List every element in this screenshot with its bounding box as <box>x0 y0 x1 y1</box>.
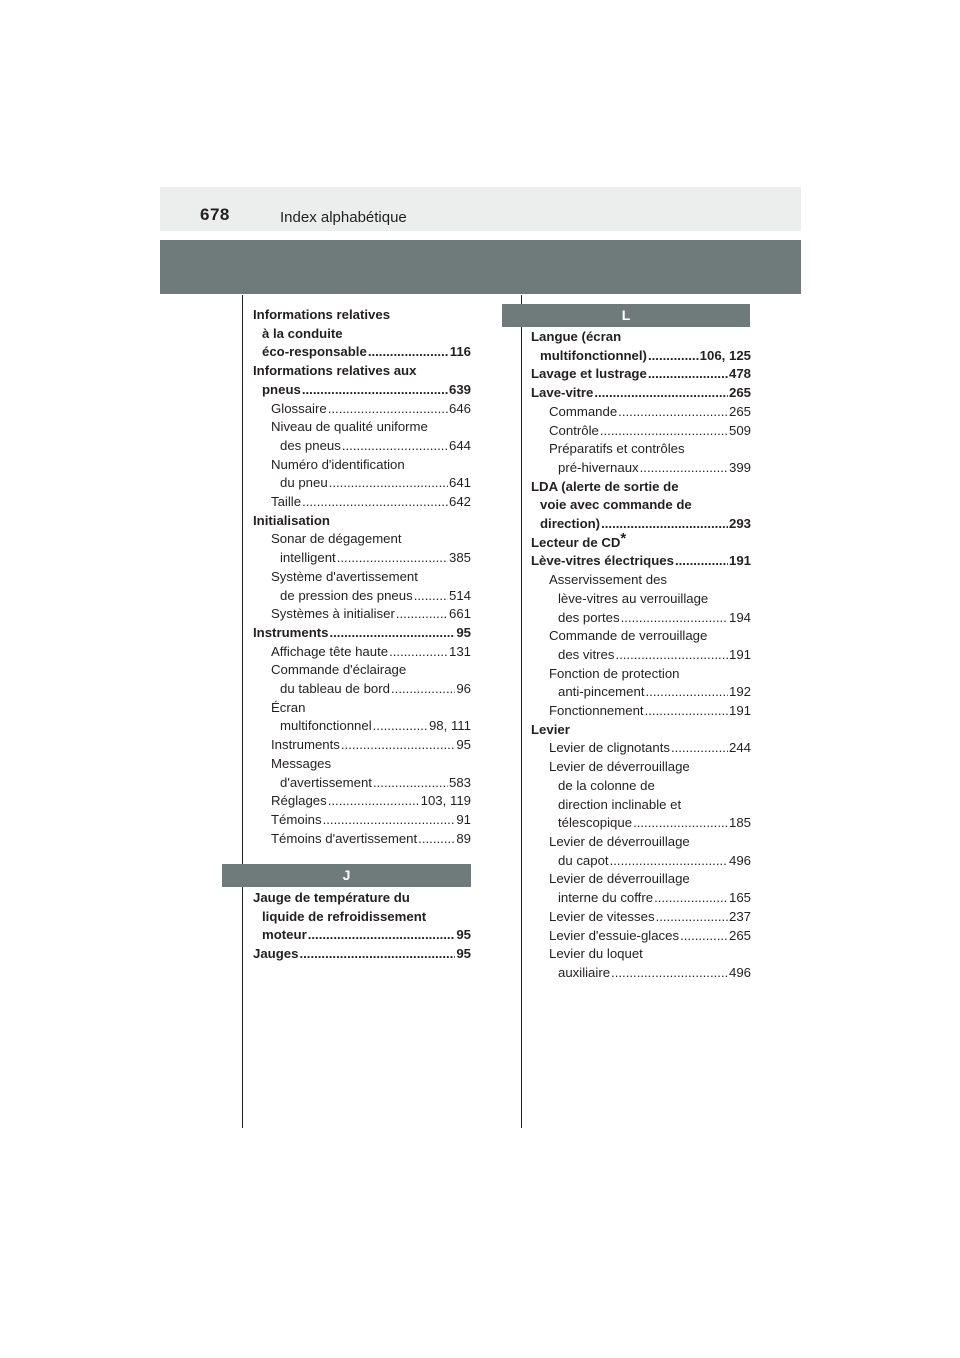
index-subentry[interactable]: Témoins ..... 91 <box>253 811 471 830</box>
index-subentry: de la colonne de <box>558 777 655 793</box>
index-subentry[interactable]: anti-pincement ..... 192 <box>531 683 751 702</box>
page-ref: 98, 111 <box>428 718 471 734</box>
page-ref: 496 <box>728 852 751 868</box>
index-column-left <box>253 306 471 848</box>
index-subentry[interactable]: d'avertissement ..... 583 <box>253 774 471 793</box>
index-entry: Langue (écran <box>531 329 622 344</box>
page-ref: 192 <box>728 684 751 700</box>
page-ref: 478 <box>728 366 751 382</box>
index-column-right <box>531 328 751 983</box>
index-column-left-j <box>253 889 471 964</box>
index-subentry[interactable]: Affichage tête haute ..... 131 <box>253 643 471 662</box>
index-entry[interactable]: Lecteur de CD* <box>531 529 627 550</box>
index-subentry[interactable]: multifonctionnel ..... 98, 111 <box>253 717 471 736</box>
page-ref: 639 <box>448 381 471 397</box>
index-entry[interactable]: moteur ..... 95 <box>253 926 471 945</box>
index-entry: liquide de refroidissement <box>262 908 427 924</box>
page-ref: 95 <box>456 946 471 962</box>
section-title: Index alphabétique <box>280 209 407 226</box>
index-subentry: Système d'avertissement <box>271 568 418 584</box>
page-ref: 265 <box>728 385 751 401</box>
index-subentry: Sonar de dégagement <box>271 531 402 547</box>
page-ref: 642 <box>448 494 471 510</box>
index-subentry[interactable]: du tableau de bord ..... 96 <box>253 680 471 699</box>
page-ref: 106, 125 <box>699 347 751 363</box>
index-subentry[interactable]: pré-hivernaux ..... 399 <box>531 459 751 478</box>
page-ref: 95 <box>456 624 471 640</box>
page-ref: 165 <box>728 890 751 906</box>
page-ref: 583 <box>448 774 471 790</box>
page-ref: 96 <box>456 681 471 697</box>
index-entry[interactable]: Lave-vitre ..... 265 <box>531 384 751 403</box>
footnote-star: * <box>620 529 627 547</box>
index-subentry: Écran <box>271 699 306 715</box>
index-entry: LDA (alerte de sortie de <box>531 478 679 494</box>
index-subentry[interactable]: télescopique ..... 185 <box>531 814 751 833</box>
header-banner <box>160 240 801 294</box>
index-entry[interactable]: pneus ..... 639 <box>253 381 471 400</box>
page-ref: 116 <box>449 344 471 360</box>
index-subentry[interactable]: Levier d'essuie-glaces ..... 265 <box>531 927 751 946</box>
left-column-rule <box>242 295 243 1128</box>
index-entry[interactable]: éco-responsable ..... 116 <box>253 343 471 362</box>
index-subentry[interactable]: Instruments ..... 95 <box>253 736 471 755</box>
index-subentry[interactable]: Levier de vitesses ..... 237 <box>531 908 751 927</box>
page-ref: 191 <box>728 703 751 719</box>
index-entry: Levier <box>531 721 570 737</box>
index-entry[interactable]: Lève-vitres électriques ..... 191 <box>531 552 751 571</box>
index-entry[interactable]: multifonctionnel) ..... 106, 125 <box>531 347 751 366</box>
middle-column-rule <box>521 295 522 1128</box>
index-subentry: Levier de déverrouillage <box>549 833 690 849</box>
index-subentry[interactable]: Réglages ..... 103, 119 <box>253 792 471 811</box>
index-subentry: Fonction de protection <box>549 665 680 681</box>
index-entry: Initialisation <box>253 512 330 528</box>
letter-heading-l: L <box>502 304 750 327</box>
index-subentry[interactable]: interne du coffre ..... 165 <box>531 889 751 908</box>
index-entry: Informations relatives <box>253 307 391 322</box>
page-ref: 496 <box>728 964 751 980</box>
index-subentry[interactable]: Taille ..... 642 <box>253 493 471 512</box>
index-entry: voie avec commande de <box>540 497 692 513</box>
page-ref: 661 <box>448 606 471 622</box>
page-ref: 293 <box>728 516 751 532</box>
index-entry[interactable]: Jauges ..... 95 <box>253 945 471 964</box>
index-subentry[interactable]: Commande ..... 265 <box>531 403 751 422</box>
page-ref: 191 <box>728 553 751 569</box>
page-number: 678 <box>200 205 230 224</box>
letter-heading-j: J <box>222 864 471 887</box>
page-ref: 237 <box>728 908 751 924</box>
index-entry: à la conduite <box>262 325 343 341</box>
index-subentry: Levier de déverrouillage <box>549 871 690 887</box>
index-subentry[interactable]: auxiliaire ..... 496 <box>531 964 751 983</box>
page-ref: 641 <box>448 475 471 491</box>
index-entry: Informations relatives aux <box>253 363 417 379</box>
index-subentry: Levier de déverrouillage <box>549 759 690 775</box>
index-entry[interactable]: Instruments ..... 95 <box>253 624 471 643</box>
page-ref: 509 <box>728 422 751 438</box>
index-entry[interactable]: direction) ..... 293 <box>531 515 751 534</box>
index-subentry[interactable]: Levier de clignotants ..... 244 <box>531 739 751 758</box>
page-ref: 103, 119 <box>420 793 471 809</box>
index-subentry: Niveau de qualité uniforme <box>271 419 428 435</box>
index-subentry[interactable]: Systèmes à initialiser ..... 661 <box>253 605 471 624</box>
page-ref: 191 <box>728 646 751 662</box>
index-subentry[interactable]: Contrôle ..... 509 <box>531 422 751 441</box>
index-subentry: Préparatifs et contrôles <box>549 441 685 457</box>
page-ref: 244 <box>728 740 751 756</box>
page-ref: 265 <box>728 403 751 419</box>
index-subentry: Commande de verrouillage <box>549 628 708 644</box>
header-bar <box>160 187 801 231</box>
page-ref: 646 <box>448 400 471 416</box>
page-ref: 185 <box>728 815 751 831</box>
page-ref: 514 <box>448 587 471 603</box>
index-subentry: Commande d'éclairage <box>271 662 407 678</box>
index-subentry[interactable]: intelligent ..... 385 <box>253 549 471 568</box>
index-subentry: Asservissement des <box>549 572 667 588</box>
page-ref: 399 <box>728 459 751 475</box>
index-subentry: Numéro d'identification <box>271 456 405 472</box>
index-subentry[interactable]: Glossaire ..... 646 <box>253 400 471 419</box>
index-subentry[interactable]: Fonctionnement ..... 191 <box>531 702 751 721</box>
index-subentry[interactable]: des portes ..... 194 <box>531 609 751 628</box>
page-ref: 194 <box>728 609 751 625</box>
page-ref: 95 <box>456 737 471 753</box>
index-entry[interactable]: Lavage et lustrage ..... 478 <box>531 365 751 384</box>
page-ref: 644 <box>448 437 471 453</box>
page-ref: 131 <box>448 643 471 659</box>
index-subentry[interactable]: de pression des pneus ..... 514 <box>253 587 471 606</box>
index-subentry[interactable]: des vitres ..... 191 <box>531 646 751 665</box>
page-ref: 91 <box>456 811 471 827</box>
page-ref: 95 <box>456 927 471 943</box>
index-subentry[interactable]: du capot ..... 496 <box>531 852 751 871</box>
index-subentry[interactable]: du pneu ..... 641 <box>253 474 471 493</box>
page-ref: 89 <box>456 830 471 846</box>
page-ref: 385 <box>448 550 471 566</box>
index-subentry: Levier du loquet <box>549 946 643 962</box>
index-subentry: Messages <box>271 755 332 771</box>
index-subentry: direction inclinable et <box>558 796 682 812</box>
page-ref: 265 <box>728 927 751 943</box>
index-entry: Jauge de température du <box>253 890 410 905</box>
index-subentry[interactable]: des pneus ..... 644 <box>253 437 471 456</box>
index-subentry[interactable]: Témoins d'avertissement ..... 89 <box>253 830 471 849</box>
index-subentry: lève-vitres au verrouillage <box>558 590 709 606</box>
